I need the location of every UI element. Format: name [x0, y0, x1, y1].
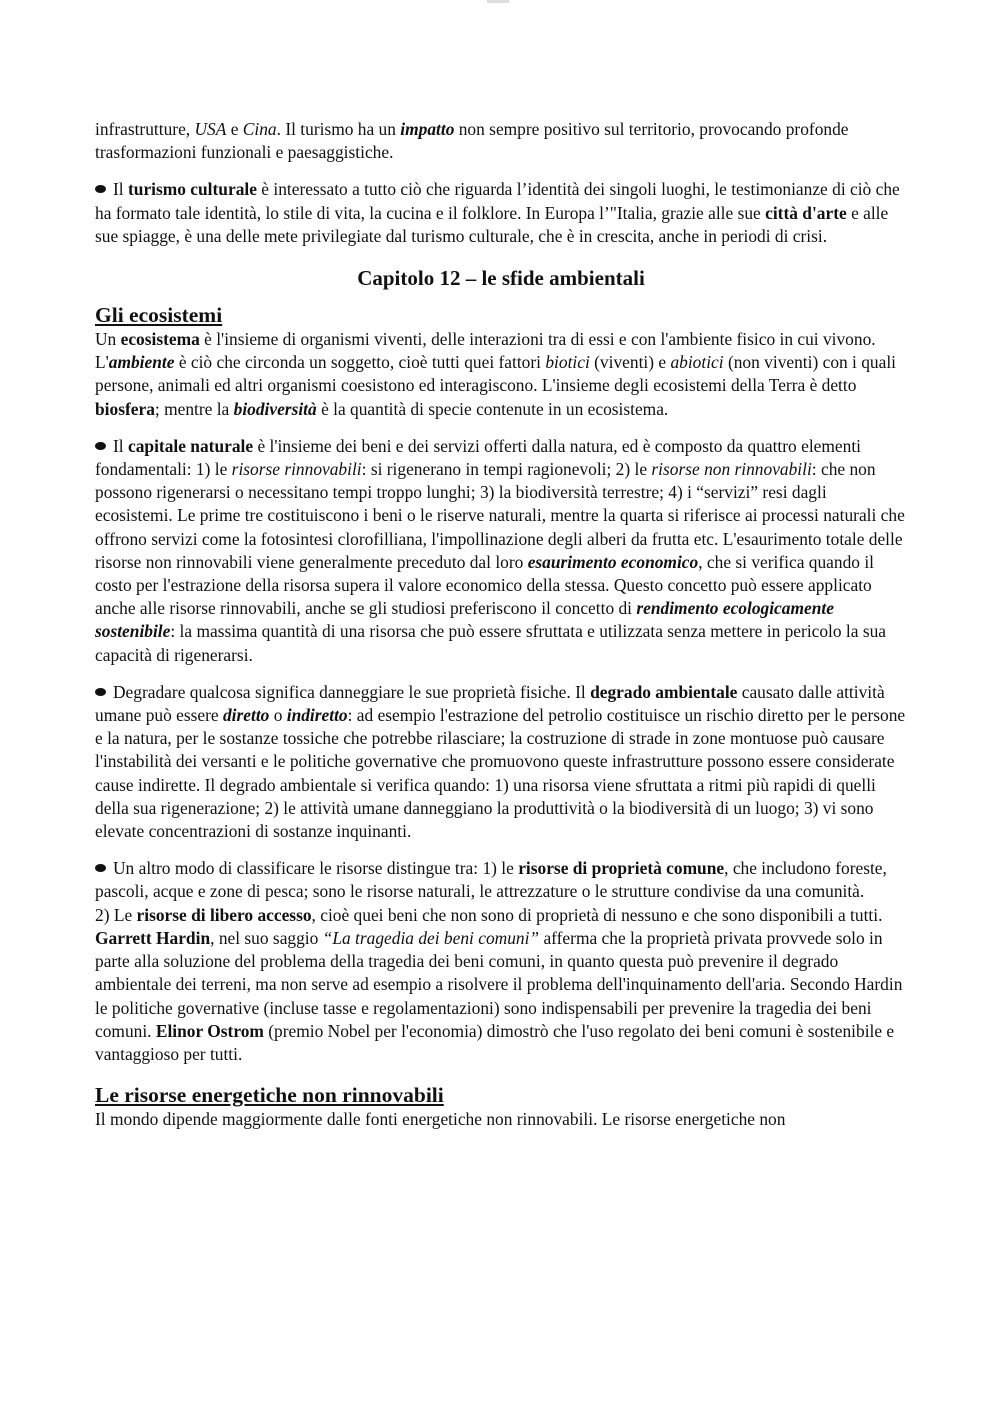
- paragraph-cultural-tourism: Il turismo culturale è interessato a tutto ciò che riguarda l’identità dei singoli luoghi, le testimonianze di ciò che ha formato tale identità, lo stile di vita, la cucina e il folklore. In Europa l’"Italia, grazie alle sue città d'arte e alle sue spiagge, è una delle mete privilegiate dal turismo culturale, che è in crescita, anche in periodi di crisi.: [95, 179, 900, 246]
- paragraph-tourism-impact: infrastrutture, USA e Cina. Il turismo ha un impatto non sempre positivo sul territorio, provocando profonde trasformazioni funzionali e paesaggistiche.: [95, 119, 849, 163]
- paragraph-common-resources: Un altro modo di classificare le risorse distingue tra: 1) le risorse di proprietà comune, che includono foreste, pascoli, acque e zone di pesca; sono le risorse naturali, le attrezzature o le strutture condivise da una comunità.: [95, 858, 887, 902]
- paragraph-open-access-resources: 2) Le risorse di libero accesso, cioè quei beni che non sono di proprietà di nessuno e che sono disponibili a tutti. Garrett Hardin, nel suo saggio “La tragedia dei beni comuni” afferma che la proprietà privata provvede solo in parte alla soluzione del problema della tragedia dei beni comuni, in quanto questa può prevenire il degrado ambientale dei terreni, ma non serve ad esempio a risolvere il problema dell'inquinamento dell'aria. Secondo Hardin le politiche governative (incluse tasse e regolamentazioni) sono indispensabili per prevenire la tragedia dei beni comuni. Elinor Ostrom (premio Nobel per l'economia) dimostrò che l'uso regolato dei beni comuni è sostenibile e vantaggioso per tutti.: [95, 904, 903, 1064]
- paragraph-environmental-degradation: Degradare qualcosa significa danneggiare le sue proprietà fisiche. Il degrado ambientale causato dalle attività umane può essere diretto o indiretto: ad esempio l'estrazione del petrolio costituisce un rischio diretto per le persone e la natura, per le sostanze tossiche che potrebbe rilasciare; la costruzione di strade in zone montuose può causare l'instabilità dei versanti e le politiche governative che promuovono queste infrastrutture possono essere considerate cause indirette. Il degrado ambientale si verifica quando: 1) una risorsa viene sfruttata a ritmi più rapidi di quelli della sua rigenerazione; 2) le attività umane danneggiano la produttività o la biodiversità di un luogo; 3) vi sono elevate concentrazioni di sostanze inquinanti.: [95, 681, 906, 842]
- bullet-icon: [95, 688, 106, 696]
- bullet-icon: [95, 442, 106, 450]
- header-mark: [487, 0, 509, 3]
- paragraph-nonrenewable-energy: Il mondo dipende maggiormente dalle fonti energetiche non rinnovabili. Le risorse energetiche non: [95, 1109, 786, 1130]
- chapter-title: Capitolo 12 – le sfide ambientali: [357, 266, 645, 291]
- section-title-ecosystems: Gli ecosistemi: [95, 303, 223, 328]
- bullet-icon: [95, 185, 106, 193]
- paragraph-ecosystem: Un ecosistema è l'insieme di organismi viventi, delle interazioni tra di essi e con l'ambiente fisico in cui vivono. L'ambiente è ciò che circonda un soggetto, cioè tutti quei fattori biotici (viventi) e abiotici (non viventi) con i quali persone, animali ed altri organismi coesistono ed interagiscono. L'insieme degli ecosistemi della Terra è detto biosfera; mentre la biodiversità è la quantità di specie contenute in un ecosistema.: [95, 329, 897, 419]
- bullet-icon: [95, 864, 106, 872]
- section-title-nonrenewable-energy: Le risorse energetiche non rinnovabili: [95, 1083, 444, 1108]
- paragraph-natural-capital: Il capitale naturale è l'insieme dei beni e dei servizi offerti dalla natura, ed è composto da quattro elementi fondamentali: 1) le risorse rinnovabili: si rigenerano in tempi ragionevoli; 2) le risorse non rinnovabili: che non possono rigenerarsi o necessitano tempi troppo lunghi; 3) la biodiversità terrestre; 4) i “servizi” resi dagli ecosistemi. Le prime tre costituiscono i beni o le riserve naturali, mentre la quarta si riferisce ai processi naturali che offrono servizi come la fotosintesi clorofilliana, l'impollinazione degli alberi da frutta etc. L'esaurimento totale delle risorse non rinnovabili viene generalmente preceduto dal loro esaurimento economico, che si verifica quando il costo per l'estrazione della risorsa supera il valore economico della stessa. Questo concetto può essere applicato anche alle risorse rinnovabili, anche se gli studiosi preferiscono il concetto di rendimento ecologicamente sostenibile: la massima quantità di una risorsa che può essere sfruttata e utilizzata senza mettere in pericolo la sua capacità di rigenerarsi.: [95, 435, 905, 665]
- document-page: [95, 118, 907, 1131]
